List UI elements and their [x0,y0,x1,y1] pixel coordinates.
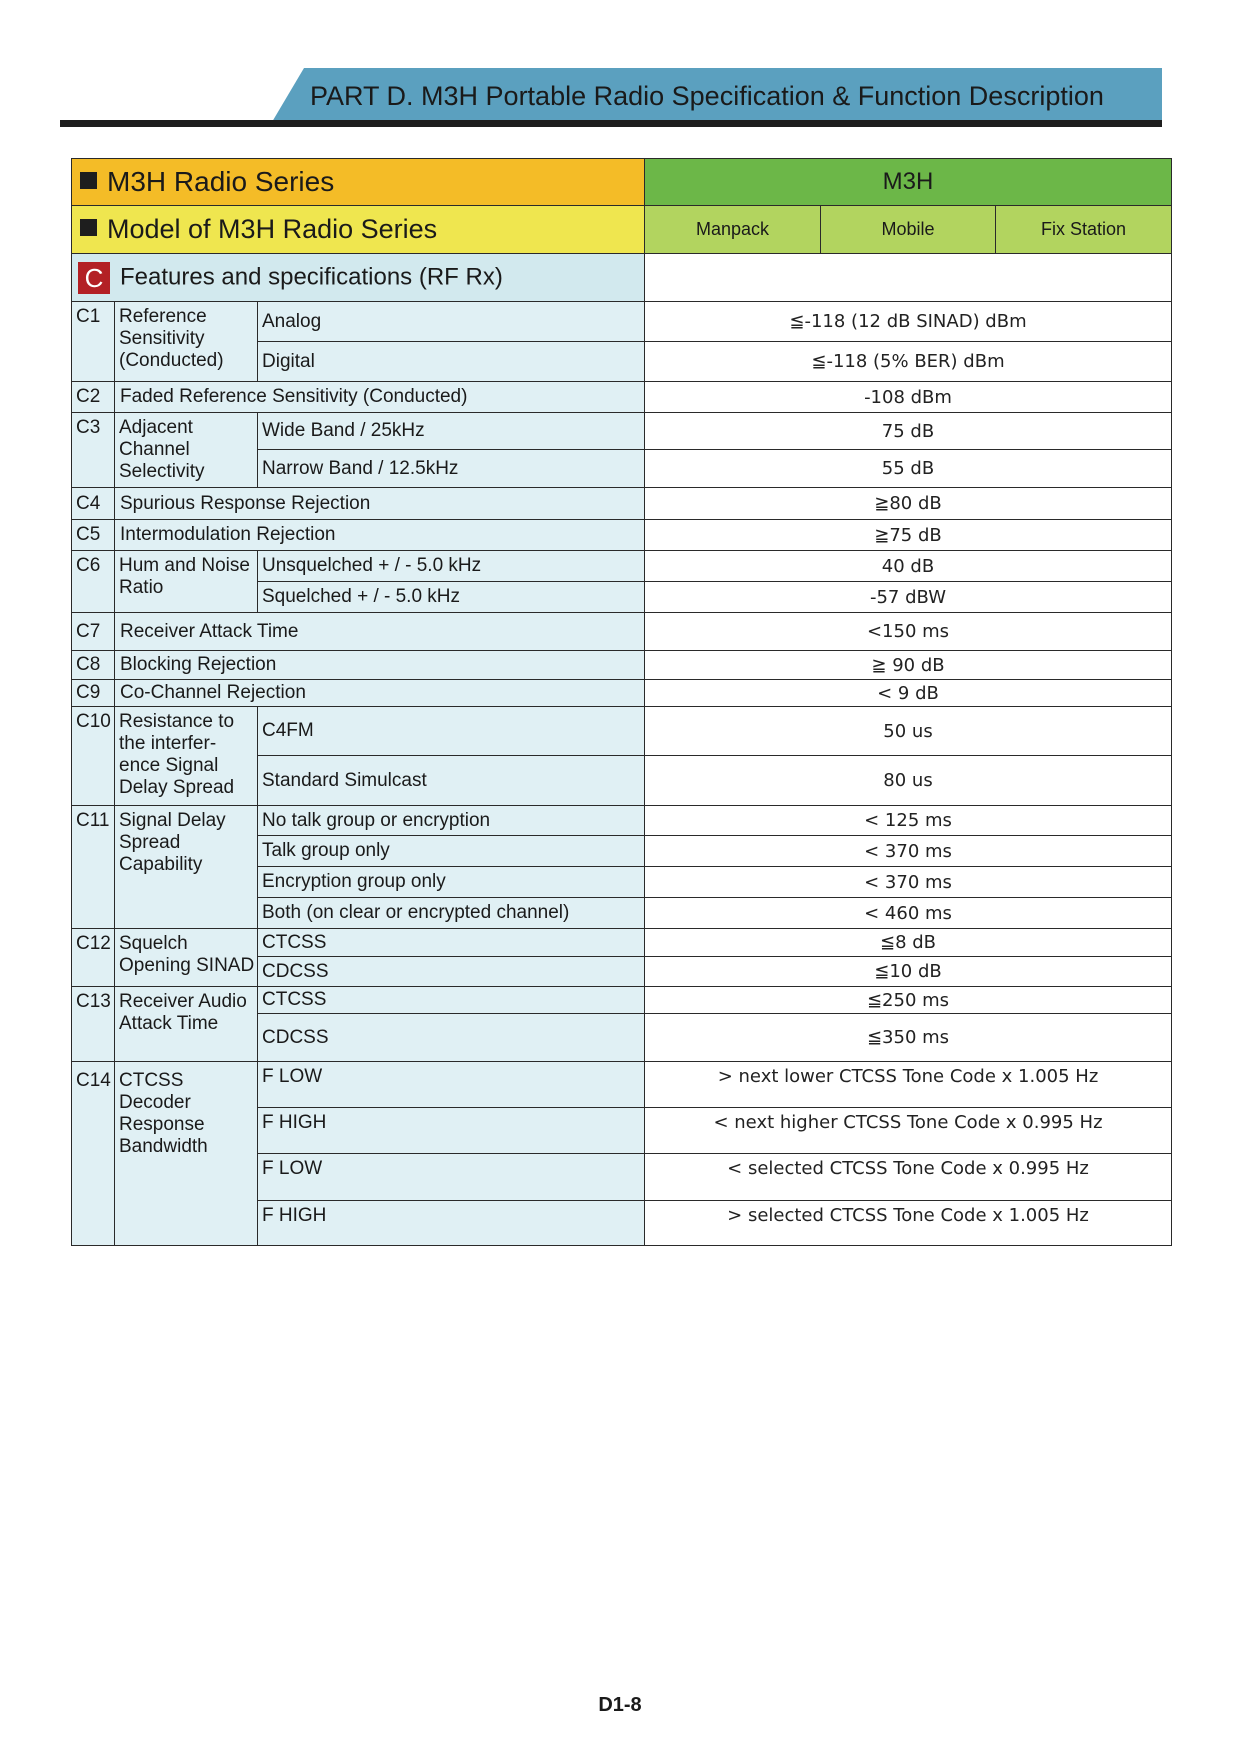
row-value: > next lower CTCSS Tone Code x 1.005 Hz [645,1062,1172,1108]
row-code: C8 [72,651,115,680]
row-value: -108 dBm [645,382,1172,413]
row-parameter: Signal Delay Spread Capability [115,806,258,929]
row-value: 40 dB [645,551,1172,582]
row-code: C2 [72,382,115,413]
table-row [72,707,1172,756]
row-condition: F LOW [258,1062,645,1108]
row-code: C6 [72,551,115,613]
row-code: C3 [72,413,115,488]
row-value: ≦8 dB [645,929,1172,957]
table-row [72,382,1172,413]
row-parameter: CTCSS Decoder Response Bandwidth [115,1062,258,1246]
table-row [72,551,1172,582]
row-value: ≦-118 (5% BER) dBm [645,342,1172,382]
row-value: 50 us [645,707,1172,756]
table-row [72,488,1172,520]
row-condition: Analog [258,302,645,342]
row-condition: Encryption group only [258,867,645,898]
row-value: 80 us [645,756,1172,806]
row-parameter: Receiver Attack Time [115,613,645,651]
row-parameter: Receiver Audio Attack Time [115,987,258,1062]
row-code: C14 [72,1062,115,1246]
row-condition: CDCSS [258,1014,645,1062]
series-row [72,159,1172,206]
row-condition: Both (on clear or encrypted channel) [258,898,645,929]
row-parameter: Co-Channel Rejection [115,680,645,707]
row-value: ≧75 dB [645,520,1172,551]
row-condition: Wide Band / 25kHz [258,413,645,450]
model-label: Model of M3H Radio Series [107,214,438,244]
row-value: < selected CTCSS Tone Code x 0.995 Hz [645,1154,1172,1201]
model-row [72,206,1172,254]
table-row [72,651,1172,680]
row-condition: CDCSS [258,957,645,987]
row-value: -57 dBW [645,582,1172,613]
row-value: ≦10 dB [645,957,1172,987]
row-condition: F HIGH [258,1108,645,1154]
table-row [72,520,1172,551]
row-condition: Digital [258,342,645,382]
spec-table [71,158,1172,1246]
row-value: <150 ms [645,613,1172,651]
row-value: ≧ 90 dB [645,651,1172,680]
row-value: < 125 ms [645,806,1172,836]
section-header [72,254,645,302]
page-title: PART D. M3H Portable Radio Specification & Function Description [310,81,1104,111]
table-row [72,613,1172,651]
table-row [72,302,1172,342]
series-label-cell [72,159,645,206]
row-condition: CTCSS [258,929,645,957]
table-row [72,680,1172,707]
row-condition: F LOW [258,1154,645,1201]
row-code: C10 [72,707,115,806]
row-value: ≦250 ms [645,987,1172,1014]
series-label: M3H Radio Series [107,166,335,197]
row-parameter: Resistance to the interfer- ence Signal Delay Spread [115,707,258,806]
model-label-cell [72,206,645,254]
row-condition: Talk group only [258,836,645,867]
row-code: C9 [72,680,115,707]
row-code: C7 [72,613,115,651]
row-value: 75 dB [645,413,1172,450]
row-code: C5 [72,520,115,551]
row-parameter: Intermodulation Rejection [115,520,645,551]
row-condition: Standard Simulcast [258,756,645,806]
section-row [72,254,1172,302]
row-value: < 9 dB [645,680,1172,707]
row-code: C4 [72,488,115,520]
square-bullet-icon [80,172,97,189]
row-value: ≦-118 (12 dB SINAD) dBm [645,302,1172,342]
row-value: < next higher CTCSS Tone Code x 0.995 Hz [645,1108,1172,1154]
row-value: < 370 ms [645,867,1172,898]
row-parameter: Adjacent Channel Selectivity [115,413,258,488]
row-parameter: Squelch Opening SINAD [115,929,258,987]
row-parameter: Reference Sensitivity (Conducted) [115,302,258,382]
model-column-mobile: Mobile [821,206,996,254]
row-value: ≧80 dB [645,488,1172,520]
row-condition: CTCSS [258,987,645,1014]
row-value: ≦350 ms [645,1014,1172,1062]
row-value: < 370 ms [645,836,1172,867]
row-condition: Narrow Band / 12.5kHz [258,450,645,488]
table-row [72,1062,1172,1108]
table-row [72,806,1172,836]
spec-table-container [71,158,1171,1246]
row-code: C1 [72,302,115,382]
square-bullet-icon [80,219,97,236]
row-value: < 460 ms [645,898,1172,929]
row-value: > selected CTCSS Tone Code x 1.005 Hz [645,1201,1172,1246]
row-parameter: Spurious Response Rejection [115,488,645,520]
row-parameter: Hum and Noise Ratio [115,551,258,613]
row-condition: Unsquelched + / - 5.0 kHz [258,551,645,582]
row-parameter: Blocking Rejection [115,651,645,680]
section-badge: C [78,262,110,294]
row-code: C13 [72,987,115,1062]
row-condition: C4FM [258,707,645,756]
row-condition: F HIGH [258,1201,645,1246]
section-blank-cell [645,254,1172,302]
page-number: D1-8 [598,1694,642,1716]
table-row [72,929,1172,957]
row-condition: Squelched + / - 5.0 kHz [258,582,645,613]
model-column-fix-station: Fix Station [996,206,1172,254]
series-value: M3H [645,159,1172,206]
row-code: C12 [72,929,115,987]
header-rule [60,120,1162,127]
row-condition: No talk group or encryption [258,806,645,836]
table-row [72,987,1172,1014]
model-column-manpack: Manpack [645,206,821,254]
row-value: 55 dB [645,450,1172,488]
row-parameter: Faded Reference Sensitivity (Conducted) [115,382,645,413]
section-title: Features and specifications (RF Rx) [120,262,503,290]
row-code: C11 [72,806,115,929]
table-row [72,413,1172,450]
